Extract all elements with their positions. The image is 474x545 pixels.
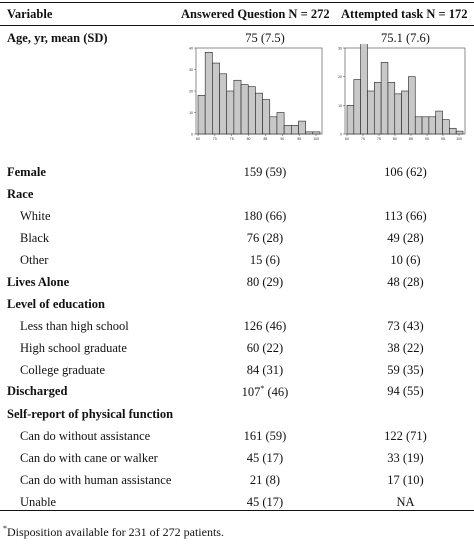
value-answered: 21 (8) bbox=[249, 473, 281, 487]
value-attempted: 38 (22) bbox=[387, 341, 424, 355]
row-label: Discharged bbox=[7, 384, 68, 398]
y-tick-label: 20 bbox=[338, 75, 342, 80]
y-tick-label: 0 bbox=[191, 132, 193, 137]
histogram-bar bbox=[429, 117, 436, 134]
value-attempted: 94 (55) bbox=[387, 384, 424, 398]
bottom-rule bbox=[0, 510, 474, 511]
header-answered: Answered Question N = 272 bbox=[181, 7, 330, 21]
y-tick-label: 10 bbox=[189, 111, 193, 115]
table-row bbox=[0, 297, 474, 319]
table-row bbox=[0, 187, 474, 209]
x-tick-label: 75 bbox=[377, 137, 381, 141]
value-attempted: 10 (6) bbox=[390, 253, 421, 267]
age-histogram-answered bbox=[180, 44, 330, 156]
x-tick-label: 75 bbox=[229, 137, 234, 141]
age-value-attempted: 75.1 (7.6) bbox=[381, 31, 430, 45]
x-tick-label: 90 bbox=[280, 137, 285, 141]
histogram-bar bbox=[388, 82, 395, 134]
table-row bbox=[0, 407, 474, 429]
histogram-bar bbox=[415, 117, 422, 134]
table-row bbox=[0, 341, 474, 363]
table-row bbox=[0, 231, 474, 253]
value-answered: 45 (17) bbox=[246, 495, 284, 509]
row-label: Self-report of physical function bbox=[7, 407, 174, 421]
value-attempted: 122 (71) bbox=[384, 429, 427, 443]
value-answered: 84 (31) bbox=[246, 363, 284, 377]
x-tick-label: 60 bbox=[345, 137, 349, 141]
histogram-bar bbox=[361, 44, 368, 134]
histogram-bar bbox=[277, 113, 284, 135]
value-answered-number: 107 bbox=[241, 385, 261, 400]
header-attempted: Attempted task N = 172 bbox=[341, 7, 468, 21]
value-answered: 159 (59) bbox=[243, 165, 287, 179]
row-label: Black bbox=[20, 231, 50, 245]
value-attempted: 17 (10) bbox=[387, 473, 424, 487]
histogram-bar bbox=[347, 105, 354, 134]
histogram-bar bbox=[248, 87, 255, 134]
histogram-bar bbox=[263, 100, 270, 134]
row-label: High school graduate bbox=[20, 341, 127, 355]
histogram-bar bbox=[456, 131, 463, 134]
value-answered: 180 (66) bbox=[243, 209, 287, 223]
row-label: College graduate bbox=[20, 363, 106, 377]
histogram-bar bbox=[298, 121, 305, 134]
x-tick-label: 90 bbox=[425, 137, 429, 141]
histogram-bar bbox=[270, 117, 277, 134]
top-rule bbox=[0, 2, 474, 3]
table-row bbox=[0, 473, 474, 495]
header-variable: Variable bbox=[7, 7, 53, 21]
x-tick-label: 60 bbox=[196, 137, 200, 141]
histogram-bar bbox=[306, 132, 313, 134]
x-tick-label: 70 bbox=[361, 137, 365, 141]
histogram-bar bbox=[422, 117, 429, 134]
table-row bbox=[0, 275, 474, 297]
table-row bbox=[0, 209, 474, 231]
histogram-bar bbox=[198, 95, 205, 134]
y-tick-label: 0 bbox=[340, 132, 342, 137]
row-label: Race bbox=[7, 187, 34, 201]
value-answered: 45 (17) bbox=[246, 451, 284, 465]
histogram-bar bbox=[381, 62, 388, 134]
histogram-bar bbox=[291, 125, 298, 134]
y-tick-label: 30 bbox=[338, 46, 342, 51]
x-tick-label: 95 bbox=[297, 137, 302, 141]
row-label: Other bbox=[20, 253, 49, 267]
y-tick-label: 40 bbox=[189, 46, 193, 51]
x-tick-label: 80 bbox=[393, 137, 397, 141]
table-row bbox=[0, 363, 474, 385]
value-attempted: 33 (19) bbox=[387, 451, 424, 465]
age-label: Age, yr, mean (SD) bbox=[7, 31, 108, 45]
histogram-bar bbox=[234, 80, 241, 134]
histogram-bar bbox=[354, 80, 361, 134]
value-attempted: NA bbox=[396, 495, 415, 509]
histogram-bar bbox=[205, 52, 212, 134]
x-tick-label: 70 bbox=[212, 137, 217, 141]
histogram-bar bbox=[255, 93, 262, 134]
row-label: Can do with human assistance bbox=[20, 473, 172, 487]
histogram-bar bbox=[402, 91, 409, 134]
histogram-bar bbox=[313, 132, 320, 134]
row-label: White bbox=[20, 209, 51, 223]
y-tick-label: 30 bbox=[189, 68, 193, 72]
histogram-bar bbox=[367, 91, 374, 134]
value-answered: 161 (59) bbox=[243, 429, 287, 443]
value-attempted: 73 (43) bbox=[387, 319, 424, 333]
table-row bbox=[0, 319, 474, 341]
x-tick-label: 85 bbox=[409, 137, 413, 141]
histogram-bar bbox=[436, 111, 443, 134]
value-attempted: 59 (35) bbox=[387, 363, 424, 377]
histogram-bar bbox=[443, 120, 450, 134]
value-answered: 60 (22) bbox=[246, 341, 284, 355]
value-answered: 15 (6) bbox=[249, 253, 281, 267]
x-tick-label: 80 bbox=[246, 137, 251, 141]
row-label: Less than high school bbox=[20, 319, 129, 333]
footnote-mark: * bbox=[3, 524, 7, 533]
value-answered: 80 (29) bbox=[246, 275, 284, 289]
histogram-bar bbox=[212, 63, 219, 134]
value-answered: 126 (46) bbox=[243, 319, 287, 333]
table-row bbox=[0, 165, 474, 187]
table-row bbox=[0, 384, 474, 406]
x-tick-label: 100 bbox=[313, 137, 319, 141]
row-label: Unable bbox=[20, 495, 57, 509]
value-answered-percent: (46) bbox=[264, 385, 289, 400]
footnote bbox=[3, 524, 224, 540]
table-row bbox=[0, 253, 474, 275]
x-tick-label: 95 bbox=[441, 137, 445, 141]
age-histogram-attempted bbox=[331, 44, 471, 156]
header-rule bbox=[0, 25, 474, 26]
y-tick-label: 10 bbox=[338, 103, 342, 108]
table-row bbox=[0, 429, 474, 451]
histogram-bar bbox=[241, 85, 248, 134]
row-label: Can do with cane or walker bbox=[20, 451, 158, 465]
row-label: Level of education bbox=[7, 297, 105, 311]
value-attempted: 49 (28) bbox=[387, 231, 424, 245]
row-label: Female bbox=[7, 165, 46, 179]
x-tick-label: 100 bbox=[456, 137, 462, 141]
value-answered: 76 (28) bbox=[246, 231, 284, 245]
row-label: Can do without assistance bbox=[20, 429, 151, 443]
value-answered bbox=[195, 384, 335, 400]
value-attempted: 113 (66) bbox=[384, 209, 427, 223]
y-tick-label: 20 bbox=[189, 89, 193, 94]
x-tick-label: 85 bbox=[263, 137, 268, 141]
histogram-bar bbox=[395, 94, 402, 134]
row-label: Lives Alone bbox=[7, 275, 70, 289]
footnote-marker: * bbox=[260, 384, 265, 393]
histogram-bar bbox=[449, 128, 456, 134]
value-attempted: 48 (28) bbox=[387, 275, 424, 289]
histogram-bar bbox=[408, 77, 415, 134]
histogram-bar bbox=[227, 91, 234, 134]
table-row bbox=[0, 495, 474, 517]
value-attempted: 106 (62) bbox=[384, 165, 427, 179]
footnote-text: Disposition available for 231 of 272 patients. bbox=[7, 525, 224, 539]
table-row bbox=[0, 451, 474, 473]
age-value-answered: 75 (7.5) bbox=[245, 31, 285, 45]
histogram-bar bbox=[220, 74, 227, 134]
histogram-bar bbox=[284, 125, 291, 134]
histogram-bar bbox=[374, 82, 381, 134]
